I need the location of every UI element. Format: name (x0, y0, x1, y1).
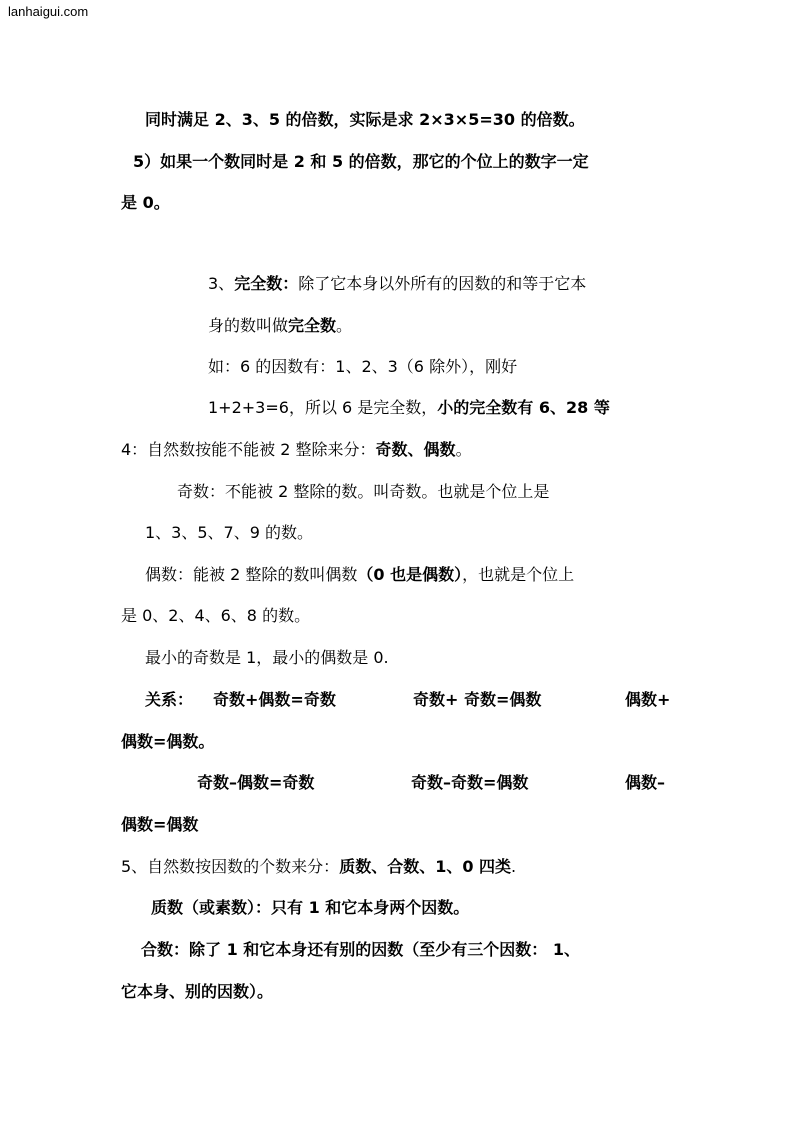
perfect-number-term-2: 完全数 (288, 316, 337, 335)
text-line-18 (121, 857, 516, 877)
text-line-7 (208, 398, 610, 418)
text-line-10: 1、3、5、7、9 的数。 (145, 523, 313, 542)
line-7-equation: 1+2+3=6，所以 6 是完全数， (208, 398, 438, 417)
relation-3: 偶数+ (625, 690, 671, 709)
relation-3-continued: 偶数=偶数。 (121, 732, 215, 751)
relation-6: 偶数– (625, 773, 666, 792)
text-line-2: 5）如果一个数同时是 2 和 5 的倍数，那它的个位上的数字一定 (133, 152, 589, 171)
text-line-19: 质数（或素数）：只有 1 和它本身两个因数。 (151, 898, 470, 917)
line-4-definition: 除了它本身以外所有的因数的和等于它本 (298, 274, 587, 293)
line-5-prefix: 身的数叫做 (208, 316, 289, 335)
text-line-21: 它本身、别的因数）。 (121, 982, 274, 1001)
relation-2: 奇数+ 奇数=偶数 (413, 690, 542, 709)
text-line-8 (121, 440, 472, 460)
perfect-number-term: 完全数： (234, 274, 299, 293)
site-watermark: lanhaigui.com (8, 4, 89, 19)
relation-6-continued: 偶数=偶数 (121, 815, 199, 834)
text-line-5 (208, 316, 352, 336)
line-5-suffix: 。 (336, 316, 353, 335)
text-line-11 (145, 565, 574, 585)
line-4-number: 3、 (208, 274, 235, 293)
text-line-4 (208, 274, 586, 294)
line-8-prefix: 4：自然数按能不能被 2 整除来分： (121, 440, 376, 459)
relation-1: 奇数+偶数=奇数 (213, 690, 336, 709)
text-line-9: 奇数：不能被 2 整除的数。叫奇数。也就是个位上是 (177, 482, 550, 501)
text-line-20: 合数：除了 1 和它本身还有别的因数（至少有三个因数： 1、 (141, 940, 580, 959)
line-8-suffix: 。 (455, 440, 472, 459)
line-7-emphasis: 小的完全数有 6、28 等 (437, 398, 610, 417)
line-8-categories: 奇数、偶数 (375, 440, 456, 459)
line-11-suffix: ，也就是个位上 (462, 565, 575, 584)
text-line-1: 同时满足 2、3、5 的倍数，实际是求 2×3×5=30 的倍数。 (145, 110, 585, 129)
relation-5: 奇数–奇数=偶数 (411, 773, 529, 792)
line-11-emphasis: （0 也是偶数） (357, 565, 463, 584)
line-18-categories: 质数、合数、1、0 四类 (339, 857, 512, 876)
line-18-prefix: 5、自然数按因数的个数来分： (121, 857, 340, 876)
text-line-13: 最小的奇数是 1，最小的偶数是 0. (145, 648, 389, 667)
text-line-3: 是 0。 (121, 193, 170, 212)
line-11-prefix: 偶数：能被 2 整除的数叫偶数 (145, 565, 358, 584)
relation-4: 奇数–偶数=奇数 (197, 773, 315, 792)
text-line-6: 如：6 的因数有：1、2、3（6 除外），刚好 (208, 357, 518, 376)
text-line-12: 是 0、2、4、6、8 的数。 (121, 606, 311, 625)
relation-label: 关系： (145, 690, 194, 709)
line-18-suffix: . (511, 857, 517, 876)
